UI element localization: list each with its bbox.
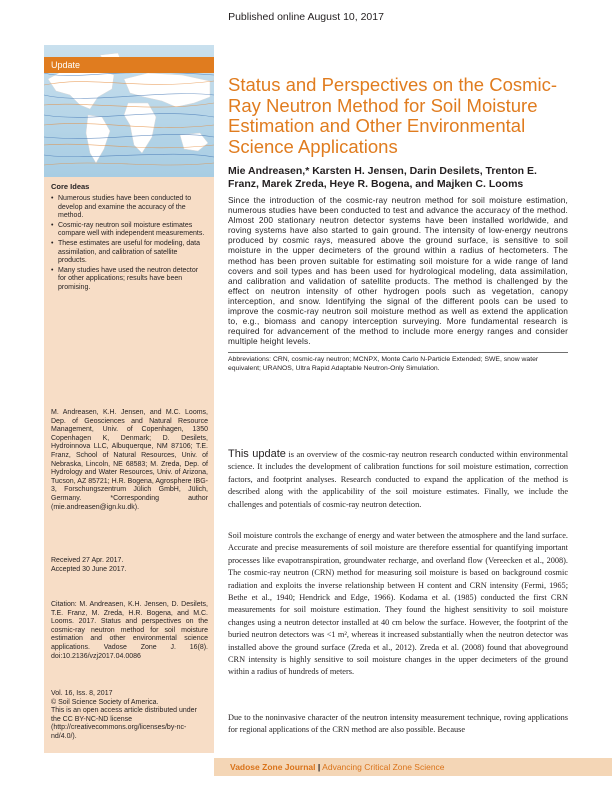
core-ideas-list [51,195,208,293]
body-paragraph: Soil moisture controls the exchange of energy and water between the atmosphere and the land surface. Accurate and precise measurements of soil moisture are therefore essential for quantifying important processes like evapotranspiration, groundwater recharge, and overland flow (Vereecken et al., 2008). The cosmic-ray neutron (CRN) method for measuring soil moisture is based on background cosmic radiation and exploits the inverse relationship between H content and CRN intensity (Fermi, 1965; Bethe et al., 1940; Hendrick and Edge, 1966). Kodama et al. (1985) conducted the first CRN measurements for soil moisture estimation. They found the highest sensitivity to soil moisture changes using a neutron detector installed at 40 cm below the surface. However, the footprint of the buried neutron detectors was <1 m², whereas it increased substantially when the neutron detector was installed above the ground surface (Zreda et al., 2012). Zreda et al. (2008) found that aboveground CRN intensity is highly sensitive to soil moisture changes in the upper decimeters of the ground within a radius of hundreds of meters. [228,531,568,677]
license: This is an open access article distributed under the CC BY-NC-ND license (http://creativecommons.org/licenses/by-nc-nd/4.0/). [51,707,197,740]
published-online-date: Published online August 10, 2017 [228,11,384,23]
journal-name: Vadose Zone Journal [230,762,316,772]
abstract: Since the introduction of the cosmic-ray neutron method for soil moisture estimation, numerous studies have been conducted to test and advance the accuracy of the method. Almost 200 stationary neutron detector systems have been installed worldwide, and roving systems have also started to gain ground. The intensity of low-energy neutrons produced by cosmic rays, measured above the ground surface, is sensitive to soil moisture in the upper decimeters of the ground within a radius of hectometers. The method has been proven suitable for estimating soil moisture for a wide range of land covers and soil types and has been used for hydrological modeling, data assimilation, and calibration and validation of satellite products. The method is challenged by the effect on neutron intensity of other hydrogen pools such as vegetation, canopy interception, and snow. Identifying the signal of the different pools can be used to improve the cosmic-ray neutron soil moisture method as well as extend the application to, e.g., biomass and canopy interception surveying. More fundamental research is required for advancement of the method to include more energy ranges and consider multiple height levels. [228,195,568,347]
received-date: Received 27 Apr. 2017. [51,557,124,564]
journal-footer [214,758,612,776]
abbreviations: Abbreviations: CRN, cosmic-ray neutron; MCNPX, Monte Carlo N-Particle Extended; SWE, snow water equivalent; URANOS, Ultra Rapid Adaptable Neutron-Only Simulation. [228,352,568,372]
article-header [228,75,568,373]
footer-separator: | [317,762,321,772]
core-ideas-title: Core Ideas [51,182,90,191]
received-accepted [51,557,208,574]
article-title: Status and Perspectives on the Cosmic-Ray Neutron Method for Soil Moisture Estimation and Other Environmental Science Applications [228,74,558,157]
citation: Citation: M. Andreasen, K.H. Jensen, D. Desilets, T.E. Franz, M. Zreda, H.R. Bogena, and M.C. Looms. 2017. Status and perspectives on the cosmic-ray neutron method for soil moisture estimation and other environmental science applications. Vadose Zone J. 16(8). doi:10.2136/vzj2017.04.0086 [51,601,208,660]
intro-text: is an overview of the cosmic-ray neutron research conducted within environmental science. It includes the development of calibration functions for soil moisture estimation, correction factors, and footprint analyses. Research conducted to expand the application of the method is described along with the applicability of the soil moisture estimates. Finally, we include the challenges and potentials of cosmic-ray neutron detection. [228,450,569,509]
body-paragraph-intro [228,448,568,511]
journal-tagline: Advancing Critical Zone Science [322,762,445,772]
world-map-graphic [44,45,214,177]
accepted-date: Accepted 30 June 2017. [51,565,127,573]
lead-in: This update [228,448,286,460]
sidebar [44,45,214,753]
core-idea-item: • Numerous studies have been conducted to develop and examine the accuracy of the method. [51,195,208,221]
article-authors: Mie Andreasen,* Karsten H. Jensen, Darin Desilets, Trenton E. Franz, Marek Zreda, Heye R. Bogena, and Majken C. Looms [228,165,537,190]
volume-issue: Vol. 16, Iss. 8, 2017 [51,690,113,697]
core-idea-item: • These estimates are useful for modeling, data assimilation, and calibration of satellite products. [51,240,208,266]
body-paragraph: Due to the noninvasive character of the neutron intensity measurement technique, roving applications for regional applications of the CRN method are also possible. Because [228,713,568,735]
author-affiliations: M. Andreasen, K.H. Jensen, and M.C. Looms, Dep. of Geosciences and Natural Resource Management, Univ. of Copenhagen, 1350 Copenhagen K, Denmark; D. Desilets, Hydroinnova LLC, Albuquerque, NM 87106; T.E. Franz, School of Natural Resources, Univ. of Nebraska, Lincoln, NE 68583; M. Zreda, Dep. of Hydrology and Water Resources, Univ. of Arizona, Tucson, AZ 85721; H.R. Bogena, Agrosphere IBG-3, Forschungszentrum Jülich GmbH, Jülich, Germany. *Corresponding author (mie.andreasen@ign.ku.dk). [51,409,208,511]
update-label: Update [51,60,81,70]
core-ideas [51,182,208,294]
volume-info [51,690,208,742]
copyright: © Soil Science Society of America. [51,698,159,706]
core-idea-item: • Cosmic-ray neutron soil moisture estimates compare well with independent measurements. [51,222,208,239]
core-idea-item: • Many studies have used the neutron detector for other applications; results have been promising. [51,267,208,293]
